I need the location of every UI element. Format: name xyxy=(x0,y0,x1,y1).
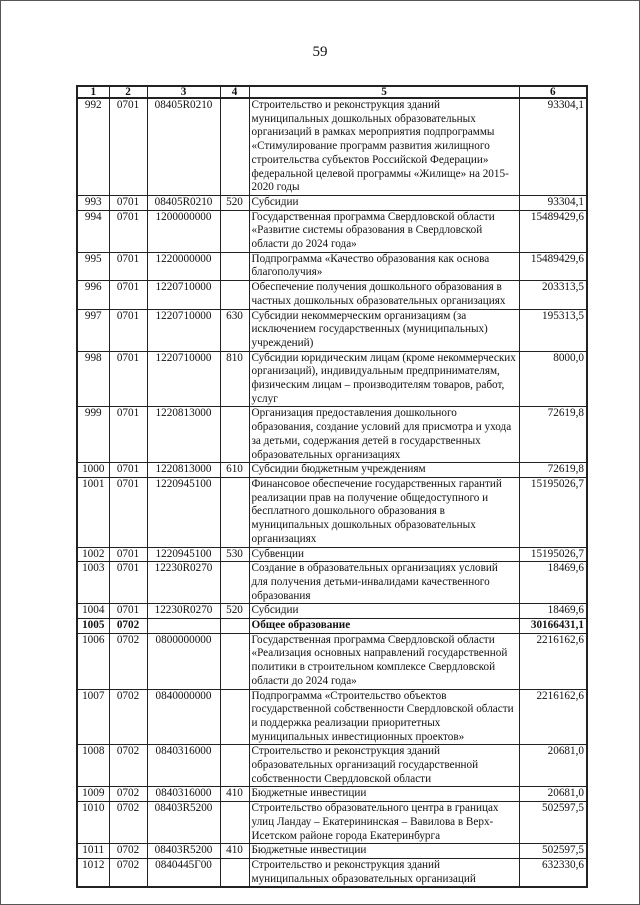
row-number-cell: 1002 xyxy=(77,547,109,562)
description-cell: Строительство и реконструкция зданий муниципальных образовательных организаций xyxy=(249,858,519,887)
section-code-cell: 0701 xyxy=(109,98,147,195)
row-number-cell: 992 xyxy=(77,98,109,195)
section-code-cell: 0701 xyxy=(109,195,147,210)
section-code-cell: 0701 xyxy=(109,407,147,463)
description-cell: Строительство образовательного центра в границах улиц Ландау – Екатерининская – Вавилова в Верх-Исетском районе города Екатеринбурга xyxy=(249,802,519,844)
target-code-cell: 12230R0270 xyxy=(147,562,220,604)
expense-type-cell xyxy=(220,281,249,309)
expense-type-cell xyxy=(220,745,249,787)
amount-cell: 72619,8 xyxy=(519,407,587,463)
expense-type-cell xyxy=(220,619,249,634)
budget-table xyxy=(76,85,588,888)
expense-type-cell: 520 xyxy=(220,195,249,210)
expense-type-cell xyxy=(220,562,249,604)
expense-type-cell xyxy=(220,210,249,252)
expense-type-cell: 410 xyxy=(220,787,249,802)
target-code-cell: 1200000000 xyxy=(147,210,220,252)
description-cell: Создание в образовательных организациях условий для получения детьми-инвалидами качественного образования xyxy=(249,562,519,604)
column-header-3: 3 xyxy=(147,86,220,98)
section-code-cell: 0701 xyxy=(109,252,147,280)
target-code-cell: 0800000000 xyxy=(147,633,220,689)
section-code-cell: 0701 xyxy=(109,562,147,604)
section-code-cell: 0701 xyxy=(109,604,147,619)
expense-type-cell xyxy=(220,633,249,689)
section-code-cell: 0702 xyxy=(109,619,147,634)
table-row xyxy=(77,210,587,252)
expense-type-cell xyxy=(220,689,249,745)
target-code-cell: 1220710000 xyxy=(147,281,220,309)
target-code-cell: 1220710000 xyxy=(147,351,220,407)
target-code-cell: 0840445Г00 xyxy=(147,858,220,887)
row-number-cell: 995 xyxy=(77,252,109,280)
row-number-cell: 1012 xyxy=(77,858,109,887)
table-row xyxy=(77,407,587,463)
table-row xyxy=(77,98,587,195)
row-number-cell: 1001 xyxy=(77,477,109,547)
table-row xyxy=(77,195,587,210)
table-row xyxy=(77,547,587,562)
table-row xyxy=(77,802,587,844)
amount-cell: 20681,0 xyxy=(519,787,587,802)
expense-type-cell: 410 xyxy=(220,844,249,859)
target-code-cell: 12230R0270 xyxy=(147,604,220,619)
table-row xyxy=(77,745,587,787)
table-row xyxy=(77,309,587,351)
amount-cell: 203313,5 xyxy=(519,281,587,309)
table-row xyxy=(77,562,587,604)
row-number-cell: 1011 xyxy=(77,844,109,859)
row-number-cell: 1007 xyxy=(77,689,109,745)
section-code-cell: 0701 xyxy=(109,547,147,562)
table-row xyxy=(77,463,587,478)
row-number-cell: 1000 xyxy=(77,463,109,478)
table-row xyxy=(77,604,587,619)
description-cell: Подпрограмма «Качество образования как основа благополучия» xyxy=(249,252,519,280)
target-code-cell: 08405R0210 xyxy=(147,195,220,210)
expense-type-cell: 520 xyxy=(220,604,249,619)
table-row xyxy=(77,281,587,309)
section-code-cell: 0701 xyxy=(109,210,147,252)
target-code-cell: 0840316000 xyxy=(147,745,220,787)
expense-type-cell xyxy=(220,407,249,463)
section-code-cell: 0702 xyxy=(109,689,147,745)
table-row xyxy=(77,689,587,745)
description-cell: Государственная программа Свердловской области «Реализация основных направлений государственной политики в строительном комплексе Свердловской области до 2024 года» xyxy=(249,633,519,689)
row-number-cell: 1010 xyxy=(77,802,109,844)
amount-cell: 502597,5 xyxy=(519,802,587,844)
description-cell: Подпрограмма «Строительство объектов государственной собственности Свердловской области и поддержка реализации приоритетных муниципальных инвестиционных проектов» xyxy=(249,689,519,745)
description-cell: Бюджетные инвестиции xyxy=(249,787,519,802)
section-code-cell: 0702 xyxy=(109,858,147,887)
expense-type-cell: 630 xyxy=(220,309,249,351)
row-number-cell: 997 xyxy=(77,309,109,351)
amount-cell: 8000,0 xyxy=(519,351,587,407)
row-number-cell: 994 xyxy=(77,210,109,252)
amount-cell: 18469,6 xyxy=(519,562,587,604)
expense-type-cell: 610 xyxy=(220,463,249,478)
row-number-cell: 1005 xyxy=(77,619,109,634)
section-code-cell: 0702 xyxy=(109,633,147,689)
amount-cell: 30166431,1 xyxy=(519,619,587,634)
description-cell: Государственная программа Свердловской области «Развитие системы образования в Свердловской области до 2024 года» xyxy=(249,210,519,252)
target-code-cell: 08403R5200 xyxy=(147,802,220,844)
section-code-cell: 0701 xyxy=(109,477,147,547)
amount-cell: 93304,1 xyxy=(519,195,587,210)
section-code-cell: 0702 xyxy=(109,802,147,844)
amount-cell: 93304,1 xyxy=(519,98,587,195)
amount-cell: 632330,6 xyxy=(519,858,587,887)
section-code-cell: 0701 xyxy=(109,281,147,309)
table-row xyxy=(77,252,587,280)
target-code-cell: 08403R5200 xyxy=(147,844,220,859)
amount-cell: 502597,5 xyxy=(519,844,587,859)
target-code-cell: 1220945100 xyxy=(147,547,220,562)
description-cell: Субсидии xyxy=(249,195,519,210)
row-number-cell: 1009 xyxy=(77,787,109,802)
amount-cell: 15489429,6 xyxy=(519,252,587,280)
amount-cell: 15489429,6 xyxy=(519,210,587,252)
expense-type-cell: 530 xyxy=(220,547,249,562)
column-header-5: 5 xyxy=(249,86,519,98)
amount-cell: 195313,5 xyxy=(519,309,587,351)
expense-type-cell: 810 xyxy=(220,351,249,407)
amount-cell: 72619,8 xyxy=(519,463,587,478)
table-row xyxy=(77,351,587,407)
column-header-1: 1 xyxy=(77,86,109,98)
description-cell: Обеспечение получения дошкольного образования в частных дошкольных образовательных организациях xyxy=(249,281,519,309)
table-body xyxy=(77,98,587,887)
description-cell: Субвенции xyxy=(249,547,519,562)
target-code-cell xyxy=(147,619,220,634)
amount-cell: 18469,6 xyxy=(519,604,587,619)
row-number-cell: 999 xyxy=(77,407,109,463)
section-code-cell: 0702 xyxy=(109,745,147,787)
row-number-cell: 1004 xyxy=(77,604,109,619)
expense-type-cell xyxy=(220,858,249,887)
amount-cell: 15195026,7 xyxy=(519,547,587,562)
target-code-cell: 1220945100 xyxy=(147,477,220,547)
page-number: 59 xyxy=(312,44,328,60)
section-code-cell: 0702 xyxy=(109,844,147,859)
table-row xyxy=(77,787,587,802)
row-number-cell: 1003 xyxy=(77,562,109,604)
target-code-cell: 1220710000 xyxy=(147,309,220,351)
target-code-cell: 1220813000 xyxy=(147,463,220,478)
column-header-6: 6 xyxy=(519,86,587,98)
description-cell: Субсидии некоммерческим организациям (за исключением государственных (муниципальных) учреждений) xyxy=(249,309,519,351)
expense-type-cell xyxy=(220,477,249,547)
description-cell: Субсидии юридическим лицам (кроме некоммерческих организаций), индивидуальным предпринимателям, физическим лицам – производителям товаров, работ, услуг xyxy=(249,351,519,407)
description-cell: Бюджетные инвестиции xyxy=(249,844,519,859)
expense-type-cell xyxy=(220,252,249,280)
description-cell: Строительство и реконструкция зданий муниципальных дошкольных образовательных организаций в рамках мероприятия подпрограммы «Стимулирование программ развития жилищного строительства субъектов Российской Федерации» федеральной целевой программы «Жилище» на 2015-2020 годы xyxy=(249,98,519,195)
description-cell: Субсидии бюджетным учреждениям xyxy=(249,463,519,478)
expense-type-cell xyxy=(220,802,249,844)
table-row xyxy=(77,844,587,859)
column-header-2: 2 xyxy=(109,86,147,98)
row-number-cell: 1006 xyxy=(77,633,109,689)
amount-cell: 2216162,6 xyxy=(519,633,587,689)
target-code-cell: 1220000000 xyxy=(147,252,220,280)
row-number-cell: 1008 xyxy=(77,745,109,787)
target-code-cell: 08405R0210 xyxy=(147,98,220,195)
target-code-cell: 1220813000 xyxy=(147,407,220,463)
target-code-cell: 0840000000 xyxy=(147,689,220,745)
target-code-cell: 0840316000 xyxy=(147,787,220,802)
description-cell: Строительство и реконструкция зданий образовательных организаций государственной собственности Свердловской области xyxy=(249,745,519,787)
table-row xyxy=(77,633,587,689)
amount-cell: 20681,0 xyxy=(519,745,587,787)
description-cell: Общее образование xyxy=(249,619,519,634)
section-code-cell: 0701 xyxy=(109,463,147,478)
table-row xyxy=(77,619,587,634)
section-code-cell: 0701 xyxy=(109,351,147,407)
table-row xyxy=(77,477,587,547)
expense-type-cell xyxy=(220,98,249,195)
table-header-row xyxy=(77,86,587,98)
section-code-cell: 0701 xyxy=(109,309,147,351)
row-number-cell: 993 xyxy=(77,195,109,210)
column-header-4: 4 xyxy=(220,86,249,98)
amount-cell: 15195026,7 xyxy=(519,477,587,547)
description-cell: Финансовое обеспечение государственных гарантий реализации прав на получение общедоступного и бесплатного дошкольного образования в муниципальных дошкольных образовательных организациях xyxy=(249,477,519,547)
row-number-cell: 996 xyxy=(77,281,109,309)
row-number-cell: 998 xyxy=(77,351,109,407)
description-cell: Организация предоставления дошкольного образования, создание условий для присмотра и ухода за детьми, содержания детей в государственных образовательных организациях xyxy=(249,407,519,463)
amount-cell: 2216162,6 xyxy=(519,689,587,745)
section-code-cell: 0702 xyxy=(109,787,147,802)
table-row xyxy=(77,858,587,887)
description-cell: Субсидии xyxy=(249,604,519,619)
